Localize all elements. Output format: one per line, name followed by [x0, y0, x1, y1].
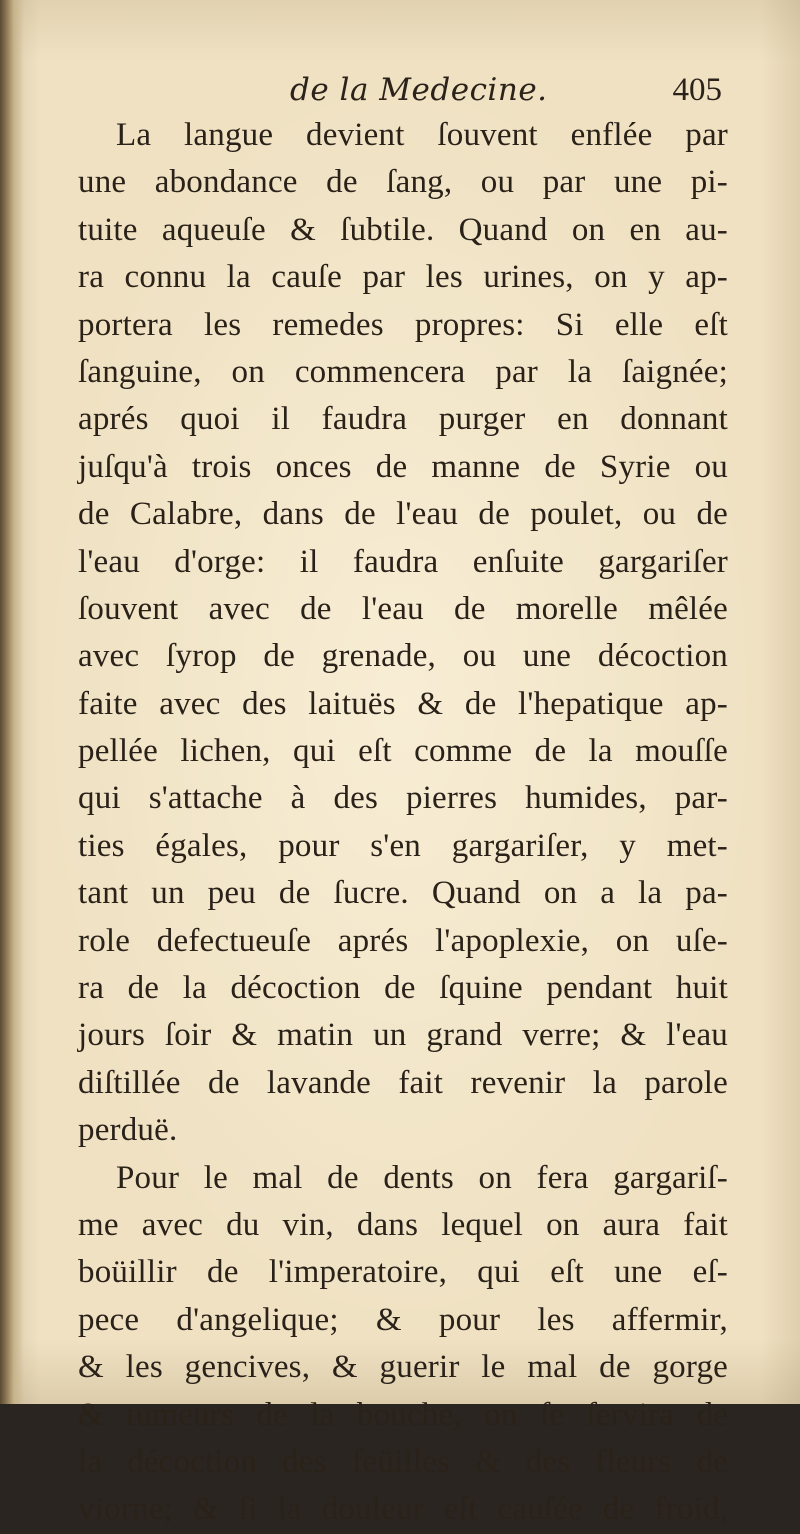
- text-line: tant un peu de ſucre. Quand on a la pa-: [78, 875, 728, 912]
- text-line: perduë.: [78, 1112, 178, 1149]
- text-line: ties égales, pour s'en gargariſer, y met-: [78, 827, 728, 864]
- running-title: de la Medecine.: [290, 72, 548, 108]
- text-line: La langue devient ſouvent enflée par: [116, 117, 728, 153]
- text-line: l'eau d'orge: il faudra enſuite gargariſer: [78, 543, 728, 580]
- text-line: portera les remedes propres: Si elle eſt: [78, 306, 728, 343]
- body-text: [78, 112, 728, 1534]
- text-line: aprés quoi il faudra purger en donnant: [78, 401, 728, 438]
- text-line: & les gencives, & guerir le mal de gorge: [78, 1349, 728, 1386]
- text-line: diſtillée de lavande fait revenir la parole: [78, 1064, 728, 1101]
- text-line: faite avec des laituës & de l'hepatique ap-: [78, 685, 728, 722]
- text-line: une abondance de ſang, ou par une pi-: [78, 164, 728, 201]
- text-line: qui s'attache à des pierres humides, par-: [78, 780, 728, 817]
- text-line: viorne; & ſi la douleur eſt cauſée de froid,: [78, 1491, 728, 1528]
- text-line: ſouvent avec de l'eau de morelle mêlée: [78, 590, 728, 627]
- page-number: 405: [672, 72, 722, 108]
- text-line: ra de la décoction de ſquine pendant huit: [78, 970, 728, 1007]
- paragraph-2: [78, 1155, 728, 1534]
- text-line: juſqu'à trois onces de manne de Syrie ou: [78, 448, 728, 485]
- text-line: boüillir de l'imperatoire, qui eſt une eſ-: [78, 1254, 728, 1291]
- text-line: role defectueuſe aprés l'apoplexie, on uſe-: [78, 922, 728, 959]
- text-line: Pour le mal de dents on fera gargariſ-: [116, 1159, 728, 1196]
- text-line: & tumeurs de la bouche, on ſe ſervira de: [78, 1396, 728, 1433]
- text-line: tuite aqueuſe & ſubtile. Quand on en au-: [78, 211, 728, 248]
- binding-edge: [0, 0, 24, 1404]
- text-line: me avec du vin, dans lequel on aura fait: [78, 1206, 728, 1243]
- text-line: ſanguine, on commencera par la ſaignée;: [78, 353, 728, 390]
- text-line: pece d'angelique; & pour les affermir,: [78, 1301, 728, 1338]
- text-line: pellée lichen, qui eſt comme de la mouſſe: [78, 733, 728, 770]
- paragraph-1: [78, 112, 728, 1155]
- text-line: ra connu la cauſe par les urines, on y ap-: [78, 259, 728, 296]
- text-line: la décoction des feüilles & des fleurs de: [78, 1443, 728, 1480]
- text-line: de Calabre, dans de l'eau de poulet, ou de: [78, 496, 728, 533]
- text-line: avec ſyrop de grenade, ou une décoction: [78, 638, 728, 675]
- text-line: jours ſoir & matin un grand verre; & l'eau: [78, 1017, 728, 1054]
